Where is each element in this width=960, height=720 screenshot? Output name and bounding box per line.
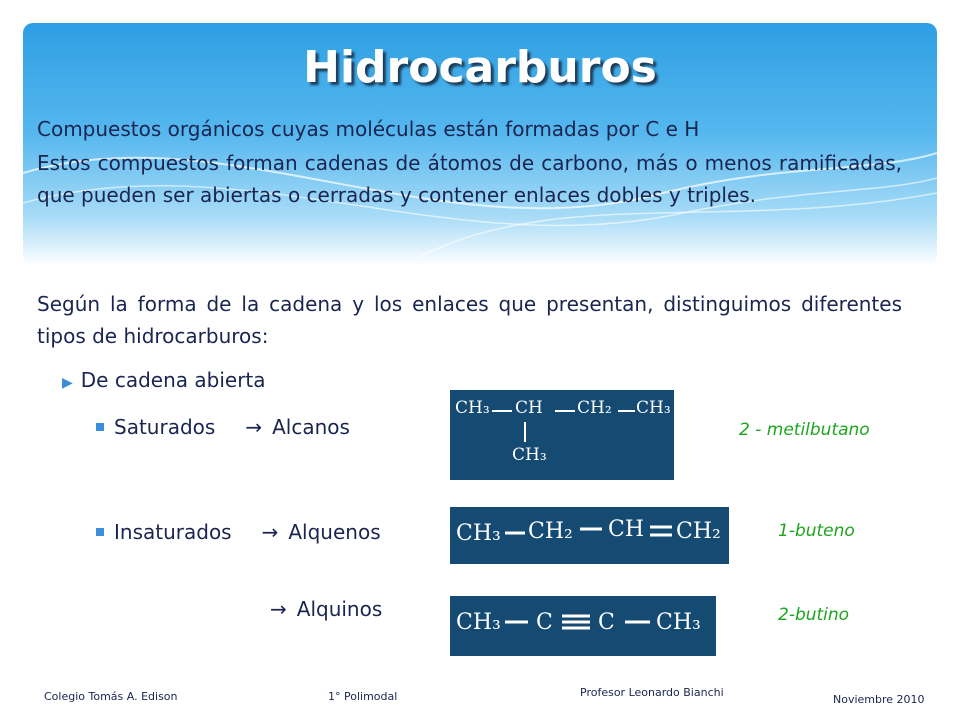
bullet-open-chain-label: De cadena abierta — [80, 368, 266, 392]
right-arrow-icon: → — [261, 520, 279, 544]
bullet-open-chain — [62, 368, 266, 392]
formula-group: C — [536, 610, 553, 635]
alquenos-label: Alquenos — [288, 520, 381, 544]
formula-group: CH — [515, 398, 543, 418]
formula-1-buteno — [450, 507, 729, 564]
square-bullet-icon — [96, 528, 104, 536]
formula-group: CH₃ — [456, 521, 501, 546]
right-arrow-icon: → — [245, 415, 263, 439]
formula-2-metilbutano — [450, 390, 674, 480]
slide-title: Hidrocarburos — [303, 42, 657, 93]
paragraph-definition: Compuestos orgánicos cuyas moléculas están formadas por C e H — [37, 117, 700, 141]
formula-group: CH₃ — [636, 398, 671, 418]
formula-group: CH₂ — [528, 519, 573, 544]
square-bullet-icon — [96, 423, 104, 431]
name-2-metilbutano: 2 - metilbutano — [739, 420, 870, 440]
insaturados-label: Insaturados — [114, 520, 232, 544]
formula-group: CH — [608, 517, 645, 542]
alquinos-label: Alquinos — [296, 597, 383, 621]
right-arrow-icon: → — [270, 597, 287, 621]
footer-teacher: Profesor Leonardo Bianchi — [580, 686, 724, 699]
name-1-buteno: 1-buteno — [778, 521, 855, 541]
name-2-butino: 2-butino — [778, 605, 850, 625]
paragraph-chains: Estos compuestos forman cadenas de átomos de carbono, más o menos ramificadas, que pueden ser abiertas o cerradas y contener enlaces dobles y triples. — [37, 151, 902, 207]
triangle-bullet-icon: ▶ — [62, 375, 73, 391]
formula-group: CH₃ — [455, 398, 490, 418]
bullet-alquinos — [270, 597, 382, 621]
formula-group: CH₂ — [676, 519, 721, 544]
formula-group: CH₃ — [456, 610, 501, 635]
footer-course: 1° Polimodal — [328, 690, 398, 703]
footer-school: Colegio Tomás A. Edison — [44, 690, 178, 703]
saturados-label: Saturados — [114, 415, 216, 439]
bullet-insaturados — [96, 520, 381, 544]
formula-group: CH₃ — [512, 445, 547, 465]
formula-group: CH₃ — [656, 610, 701, 635]
formula-2-butino — [450, 596, 716, 656]
footer-date: Noviembre 2010 — [833, 693, 925, 706]
paragraph-types: Según la forma de la cadena y los enlaces que presentan, distinguimos diferentes tipos de hidrocarburos: — [37, 292, 902, 348]
formula-group: C — [598, 610, 615, 635]
formula-group: CH₂ — [577, 398, 612, 418]
alcanos-label: Alcanos — [272, 415, 350, 439]
bullet-saturados — [96, 415, 350, 439]
